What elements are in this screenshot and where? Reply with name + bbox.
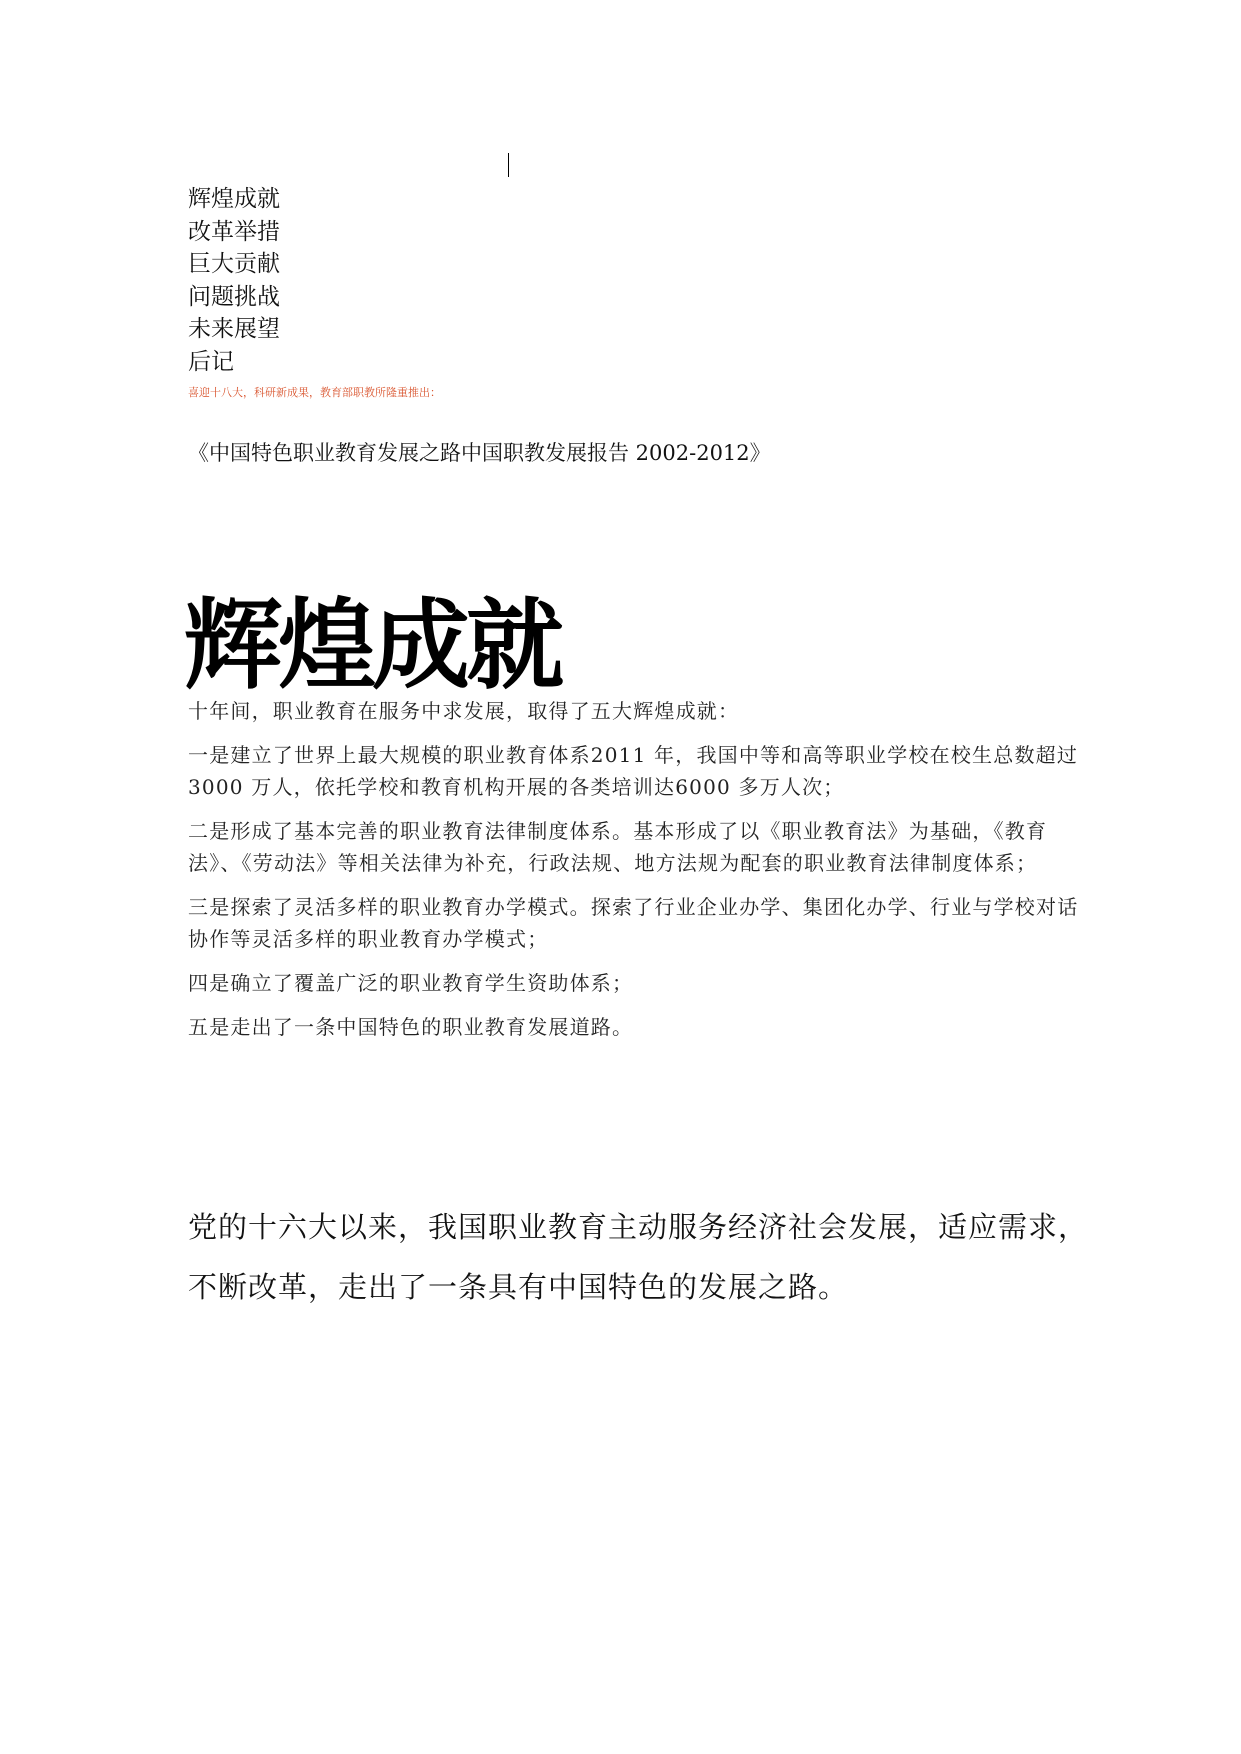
announcement-notice: 喜迎十八大，科研新成果，教育部职教所隆重推出： xyxy=(188,386,441,399)
achievement-paragraph-4: 四是确立了覆盖广泛的职业教育学生资助体系； xyxy=(188,971,634,995)
achievement-paragraph-3: 三是探索了灵活多样的职业教育办学模式。探索了行业企业办学、集团化办学、行业与学校对话协作等灵活多样的职业教育办学模式； xyxy=(188,895,1079,951)
text-cursor xyxy=(508,153,509,177)
toc-item-challenges[interactable]: 问题挑战 xyxy=(188,283,280,310)
toc-item-achievements[interactable]: 辉煌成就 xyxy=(188,186,280,212)
section-heading: 辉煌成就 xyxy=(184,588,561,703)
intro-paragraph: 十年间，职业教育在服务中求发展，取得了五大辉煌成就： xyxy=(188,699,740,723)
achievement-paragraph-5: 五是走出了一条中国特色的职业教育发展道路。 xyxy=(188,1015,634,1039)
achievement-paragraph-2: 二是形成了基本完善的职业教育法律制度体系。基本形成了以《职业教育法》为基础，《教育法》、《劳动法》等相关法律为补充，行政法规、地方法规为配套的职业教育法律制度体系； xyxy=(188,819,1048,875)
toc-item-reforms[interactable]: 改革举措 xyxy=(188,218,280,245)
closing-statement: 党的十六大以来，我国职业教育主动服务经济社会发展，适应需求，不断改革，走出了一条具有中国特色的发展之路。 xyxy=(188,1210,1089,1304)
book-title: 《中国特色职业教育发展之路中国职教发展报告 2002-2012》 xyxy=(188,441,771,465)
section-body xyxy=(188,695,1088,1055)
toc-item-contributions[interactable]: 巨大贡献 xyxy=(188,251,280,277)
toc-item-outlook[interactable]: 未来展望 xyxy=(188,316,280,342)
achievement-paragraph-1: 一是建立了世界上最大规模的职业教育体系2011 年，我国中等和高等职业学校在校生总数超过3000 万人，依托学校和教育机构开展的各类培训达6000 多万人次； xyxy=(188,743,1079,799)
toc-item-afterword[interactable]: 后记 xyxy=(188,348,234,375)
table-of-contents xyxy=(188,183,280,378)
